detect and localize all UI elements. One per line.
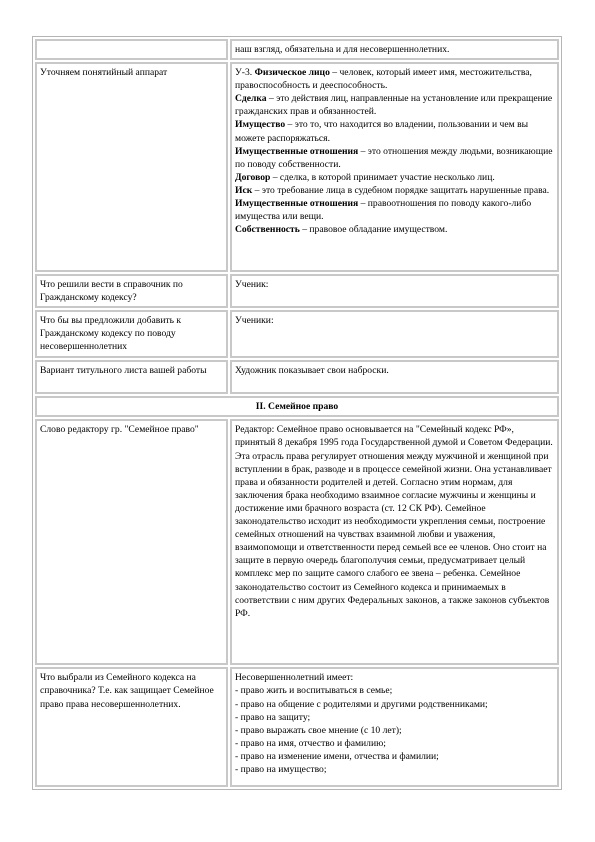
table-row [35,39,559,60]
document-page [32,36,562,790]
definition-item [235,197,554,223]
table-row [35,667,559,787]
content-line: Художник показывает свои наброски. [235,365,389,377]
list-item: - право жить и воспитываться в семье; [235,685,393,697]
row-label-cell: Слово редактору гр. "Семейное право" [35,419,228,665]
definition-text: – сделка, в которой принимает участие несколько лиц. [270,171,495,183]
list-item: - право на защиту; [235,711,311,723]
section-heading-row [35,396,559,417]
definition-text: – это требование лица в судебном порядке защитать нарушенные права. [252,184,550,196]
table-row [35,419,559,665]
definition-term: Имущество [235,119,286,131]
list-item: - право на имя, отчество и фамилию; [235,737,386,749]
row-content-cell [230,310,559,358]
definition-term: Сделка [235,93,267,105]
list-item: - право выражать свое мнение (с 10 лет); [235,724,402,736]
list-item: - право на общение с родителями и другими родственниками; [235,698,488,710]
definition-item [235,184,554,197]
definition-prefix: У-3. [235,67,255,79]
content-paragraph: Редактор: Семейное право основывается на "Семейный кодекс РФ», принятый 8 декабря 1995 года Государственной думой и Советом Федерации. Эта отрасль права регулирует отношения между мужчиной и женщиной при вступлении в брак, разводе и в процессе семейной жизни. Она устанавливает права и обязанности родителей и детей. Согласно этим нормам, для заключения брака необходимо взаимное согласие мужчины и женщины и достижение ими брачного возраста (ст. 12 СК РФ). Семейное законодательство исходит из необходимости укрепления семьи, построение семейных отношений на чувствах взаимной любви и уважения, взаимопомощи и ответственности перед семьей все ее членов. Оно стоит на защите в первую очередь благополучия семьи, предусматривает целый комплекс мер по защите самого слабого ее звена – ребенка. Семейное законодательство состоит из Семейного кодекса и принимаемых в соответствии с ним других Федеральных законов, а также законов субъектов РФ. [235,424,553,619]
definition-item [235,223,554,236]
definition-item [235,118,554,144]
content-line: наш взгляд, обязательна и для несовершеннолетних. [235,44,450,55]
definitions-cell [230,62,559,272]
row-label-cell: Что выбрали из Семейного кодекса на справочника? Т.е. как защищает Семейное право права несовершеннолетних. [35,667,228,787]
definition-text: – это то, что находится во владении, пользовании и чем вы можете распоряжаться. [235,119,529,144]
table-row [35,310,559,358]
content-line: Ученики: [235,315,274,327]
definition-item [235,92,554,118]
definition-text: – это отношения между людьми, возникающие по поводу собственности. [235,145,553,170]
definition-text: – правоотношения по поводу какого-либо имущества или вещи. [235,198,532,223]
definition-item [235,145,554,171]
list-item: - право на изменение имени, отчества и фамилии; [235,750,439,762]
row-content-cell [230,39,559,60]
list-item: - право на имущество; [235,764,327,776]
row-label-cell: Что бы вы предложили добавить к Гражданскому кодексу по поводу несовершеннолетних [35,310,228,358]
definition-text: – правовое обладание имуществом. [299,224,448,236]
lesson-table [32,36,562,790]
row-content-cell [230,419,559,665]
definition-term: Имущественные отношения [235,145,359,157]
definition-item [235,66,554,92]
definition-text: – это действия лиц, направленные на установление или прекращение гражданских прав и обязанностей. [235,93,553,118]
definition-term: Имущественные отношения [235,198,359,210]
row-label-cell: Вариант титульного листа вашей работы [35,360,228,394]
section-title: II. Семейное право [35,396,559,417]
row-label-cell [35,39,228,60]
list-item: Несовершеннолетний имеет: [235,672,354,684]
definition-term: Договор [235,171,271,183]
table-row [35,62,559,272]
row-content-cell [230,274,559,308]
content-line: Ученик: [235,279,269,291]
row-label-cell: Уточняем понятийный аппарат [35,62,228,272]
table-row [35,360,559,394]
row-label-cell: Что решили вести в справочник по Гражданскому кодексу? [35,274,228,308]
row-content-cell [230,360,559,394]
definition-item [235,171,554,184]
table-row [35,274,559,308]
definition-text: – человек, который имеет имя, местожительства, правоспособность и дееспособность. [235,67,532,92]
rights-list-cell [230,667,559,787]
definition-term: Собственность [235,224,300,236]
definition-term: Иск [235,184,253,196]
definition-term: Физическое лицо [254,67,330,79]
